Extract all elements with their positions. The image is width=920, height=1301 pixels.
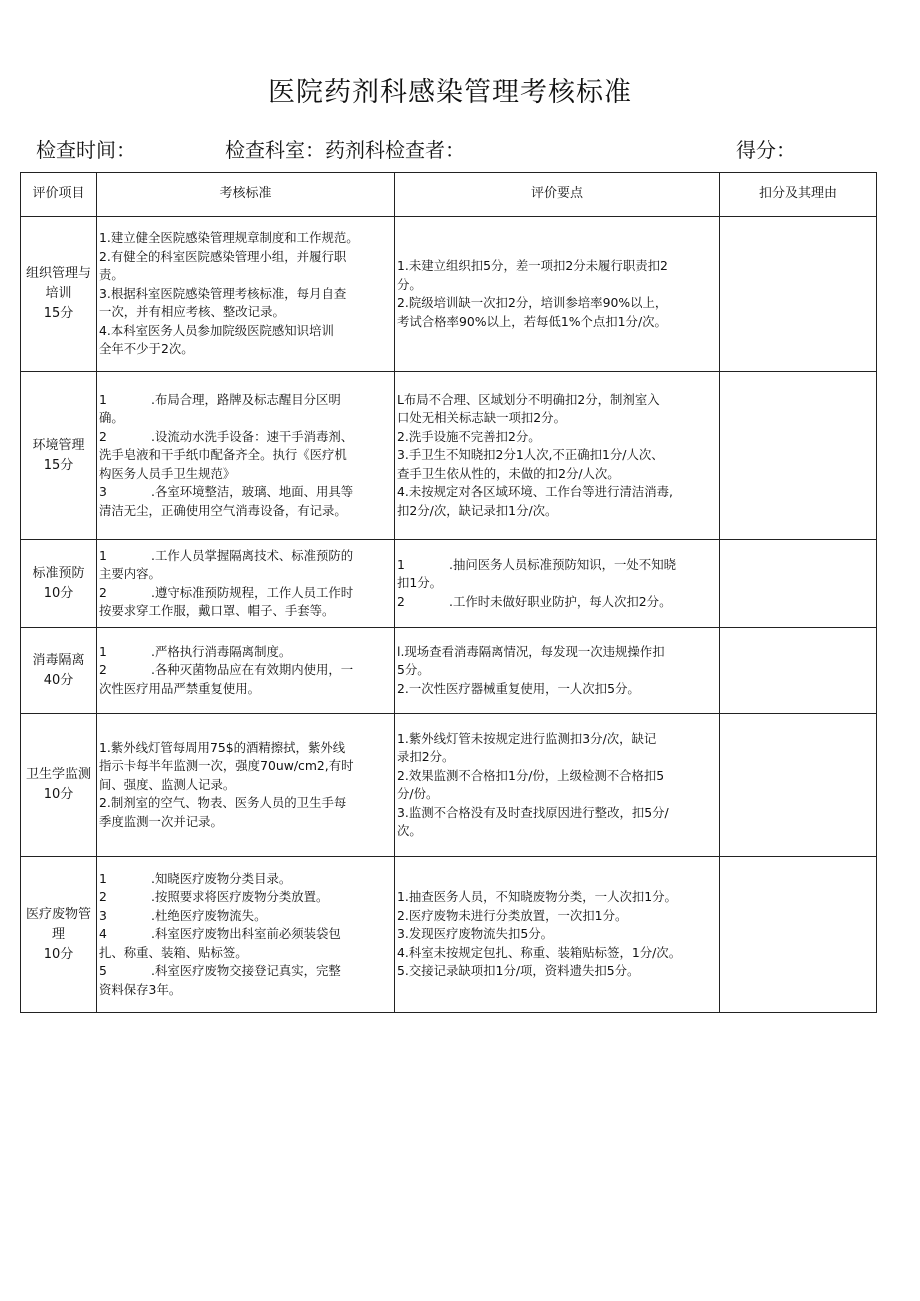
points-cell <box>395 540 720 628</box>
item-text: 1.紫外线灯管每周用75$的酒精擦拭，紫外线 <box>99 739 346 755</box>
points-cell <box>395 217 720 372</box>
standard-line <box>99 944 392 963</box>
item-text: 次。 <box>397 823 422 838</box>
point-line <box>397 804 717 823</box>
inspection-dept-label: 检查科室：药剂科检查者： <box>225 138 465 162</box>
item-text: .各种灭菌物品应在有效期内使用，一 <box>151 662 354 678</box>
item-text: 4.本科室医务人员参加院级医院感知识培训 <box>99 322 334 338</box>
item-text: 查手卫生依从性的，未做的扣2分/人次。 <box>397 465 620 481</box>
category-cell <box>21 857 97 1013</box>
item-text: 指示卡每半年监测一次，强度70uw∕cm2,有时 <box>99 758 354 774</box>
item-text: 2.医疗废物未进行分类放置，一次扣1分。 <box>397 907 628 923</box>
item-number: 2 <box>99 428 107 444</box>
item-text: 2.一次性医疗器械重复使用，一人次扣5分。 <box>397 680 640 696</box>
item-text: .抽问医务人员标准预防知识，一处不知晓 <box>449 556 676 572</box>
standard-line <box>99 907 392 926</box>
item-text: .科室医疗废物出科室前必须装袋包 <box>151 926 341 942</box>
point-line <box>397 313 717 332</box>
standard-line <box>99 925 392 944</box>
table-row <box>21 714 877 857</box>
header-item: 评价项目 <box>21 173 97 217</box>
item-text: 4.未按规定对各区域环境、工作台等进行清洁消毒, <box>397 484 673 500</box>
table-row <box>21 857 877 1013</box>
item-text: .严格执行消毒隔离制度。 <box>151 643 292 659</box>
item-text: 5.交接记录缺项扣1分/项，资料遗失扣5分。 <box>397 963 640 979</box>
standard-line <box>99 391 392 410</box>
item-number: 3 <box>99 484 107 500</box>
item-text: 口处无相关标志缺一项扣2分。 <box>397 410 566 426</box>
point-line <box>397 730 717 749</box>
item-text: 1.抽查医务人员，不知晓废物分类，一人次扣1分。 <box>397 889 677 905</box>
point-line <box>397 888 717 907</box>
item-text: 责。 <box>99 267 124 283</box>
point-line <box>397 925 717 944</box>
category-cell <box>21 217 97 372</box>
item-text: 2.洗手设施不完善扣2分。 <box>397 428 541 444</box>
standard-line <box>99 680 392 699</box>
standard-line <box>99 757 392 776</box>
item-text: 主要内容。 <box>99 566 161 581</box>
standard-line <box>99 888 392 907</box>
item-text: l.现场查看消毒隔离情况，每发现一次违规操作扣 <box>397 643 665 659</box>
category-text: 标准预防 <box>32 565 85 581</box>
points-cell <box>395 857 720 1013</box>
inspection-time-label: 检查时间： <box>36 138 136 162</box>
standard-line <box>99 248 392 267</box>
point-line <box>397 556 717 575</box>
standard-line <box>99 981 392 1000</box>
item-text: 3.监测不合格没有及时查找原因进行整改，扣5分/ <box>397 804 669 820</box>
table-header-row <box>21 173 877 217</box>
item-text: 间、强度、监测人记录。 <box>99 776 236 792</box>
category-cell <box>21 372 97 540</box>
item-text: L布局不合理、区域划分不明确扣2分，制剂室入 <box>397 391 660 407</box>
item-text: 3.手卫生不知晓扣2分1人次,不正确扣1分/人次、 <box>397 447 664 463</box>
point-line <box>397 276 717 295</box>
item-text: 扣2分/次，缺记录扣1分/次。 <box>397 502 558 518</box>
standard-line <box>99 661 392 680</box>
point-line <box>397 907 717 926</box>
item-text: 确。 <box>99 410 124 426</box>
item-text: 构医务人员手卫生规范》 <box>99 465 236 481</box>
item-number: 5 <box>99 963 107 979</box>
item-text: 2.院级培训缺一次扣2分，培训参培率90%以上， <box>397 295 668 310</box>
points-cell <box>395 714 720 857</box>
standard-line <box>99 565 392 584</box>
item-text: 季度监测一次并记录。 <box>99 813 223 829</box>
item-text: 按要求穿工作服，戴口罩、帽子、手套等。 <box>99 603 335 618</box>
item-text: .工作人员掌握隔离技术、标准预防的 <box>151 547 354 563</box>
point-line <box>397 944 717 963</box>
category-text: 15分 <box>43 457 74 473</box>
standard-line <box>99 584 392 603</box>
item-text: 考试合格率90%以上，若每低1%个点扣1分/次。 <box>397 313 667 329</box>
points-cell <box>395 628 720 714</box>
standard-line <box>99 643 392 662</box>
item-text: 一次，并有相应考核、整改记录。 <box>99 304 285 320</box>
point-line <box>397 428 717 447</box>
item-text: 2.效果监测不合格扣1分/份，上级检测不合格扣5 <box>397 767 665 783</box>
item-text: 4.科室未按规定包扎、称重、装箱贴标签，1分/次。 <box>397 944 682 960</box>
category-text: 15分 <box>43 306 74 321</box>
category-text: 环境管理 <box>32 437 85 453</box>
item-number: 4 <box>99 926 107 942</box>
item-text: 扎、称重、装箱、贴标签。 <box>99 944 248 960</box>
point-line <box>397 748 717 767</box>
point-line <box>397 465 717 484</box>
standard-line <box>99 870 392 889</box>
standard-line <box>99 428 392 447</box>
point-line <box>397 767 717 786</box>
standard-line <box>99 409 392 428</box>
standard-line <box>99 465 392 484</box>
header-standard: 考核标准 <box>97 173 395 217</box>
table-body <box>21 217 877 1013</box>
item-text: 1.未建立组织扣5分，差一项扣2分未履行职责扣2 <box>397 258 668 273</box>
standard-line <box>99 446 392 465</box>
category-text: 培训 <box>45 286 72 301</box>
point-line <box>397 962 717 981</box>
point-line <box>397 502 717 521</box>
standard-cell <box>97 628 395 714</box>
item-text: 1.建立健全医院感染管理规章制度和工作规范。 <box>99 230 359 246</box>
category-text: 40分 <box>43 672 74 688</box>
standard-line <box>99 266 392 285</box>
category-cell <box>21 714 97 857</box>
item-text: 分。 <box>397 276 422 292</box>
point-line <box>397 483 717 502</box>
score-label: 得分： <box>736 138 796 162</box>
item-number: 1 <box>397 556 405 572</box>
deduction-cell[interactable] <box>720 857 877 1013</box>
point-line <box>397 409 717 428</box>
standard-line <box>99 229 392 248</box>
standard-line <box>99 547 392 566</box>
category-cell <box>21 540 97 628</box>
standard-cell <box>97 714 395 857</box>
table-row <box>21 540 877 628</box>
standard-cell <box>97 217 395 372</box>
point-line <box>397 785 717 804</box>
point-line <box>397 446 717 465</box>
item-text: .工作时未做好职业防护，每人次扣2分。 <box>449 593 672 609</box>
item-text: 1.紫外线灯管未按规定进行监测扣3分/次，缺记 <box>397 730 657 746</box>
table-row <box>21 217 877 372</box>
item-number: 1 <box>99 870 107 886</box>
item-text: 3.发现医疗废物流失扣5分。 <box>397 926 554 942</box>
item-number: 2 <box>99 889 107 905</box>
point-line <box>397 391 717 410</box>
item-text: .按照要求将医疗废物分类放置。 <box>151 889 329 905</box>
standard-cell <box>97 857 395 1013</box>
item-text: 次性医疗用品严禁重复使用。 <box>99 680 261 696</box>
page-title: 医院药剂科感染管理考核标准 <box>268 77 632 108</box>
category-text: 理 <box>51 926 65 942</box>
category-text: 10分 <box>43 585 74 601</box>
item-text: .知晓医疗废物分类目录。 <box>151 870 292 886</box>
point-line <box>397 661 717 680</box>
deduction-cell[interactable] <box>720 540 877 628</box>
assessment-table <box>20 172 877 1013</box>
table-row <box>21 628 877 714</box>
item-text: 5分。 <box>397 662 430 678</box>
item-text: .布局合理，路牌及标志醒目分区明 <box>151 391 341 407</box>
item-text: .各室环境整洁，玻璃、地面、用具等 <box>151 484 354 500</box>
category-text: 医疗废物管 <box>25 906 91 922</box>
item-number: 2 <box>99 662 107 678</box>
deduction-cell[interactable] <box>720 372 877 540</box>
point-line <box>397 643 717 662</box>
item-text: 扣1分。 <box>397 575 443 591</box>
standard-cell <box>97 372 395 540</box>
header-deduction: 扣分及其理由 <box>720 173 877 217</box>
item-number: 3 <box>99 907 107 923</box>
standard-cell <box>97 540 395 628</box>
item-text: 录扣2分。 <box>397 749 455 764</box>
standard-line <box>99 602 392 621</box>
standard-line <box>99 776 392 795</box>
point-line <box>397 680 717 699</box>
standard-line <box>99 285 392 304</box>
item-text: .遵守标准预防规程，工作人员工作时 <box>151 584 354 600</box>
category-cell <box>21 628 97 714</box>
item-number: 2 <box>99 584 107 600</box>
item-text: 分/份。 <box>397 786 439 801</box>
points-cell <box>395 372 720 540</box>
point-line <box>397 257 717 276</box>
item-text: .科室医疗废物交接登记真实，完整 <box>151 963 341 979</box>
standard-line <box>99 739 392 758</box>
deduction-cell[interactable] <box>720 714 877 857</box>
item-number: 1 <box>99 391 107 407</box>
standard-line <box>99 303 392 322</box>
point-line <box>397 822 717 841</box>
point-line <box>397 294 717 313</box>
point-line <box>397 574 717 593</box>
item-text: 洗手皂液和干手纸巾配备齐全。执行《医疗机 <box>99 447 347 463</box>
item-text: 资料保存3年。 <box>99 981 182 997</box>
standard-line <box>99 340 392 359</box>
standard-line <box>99 483 392 502</box>
category-text: 组织管理与 <box>25 266 91 281</box>
standard-line <box>99 813 392 832</box>
item-text: 全年不少于2次。 <box>99 341 194 357</box>
item-text: .设流动水洗手设备：速干手消毒剂、 <box>151 428 354 444</box>
category-text: 10分 <box>43 787 74 802</box>
item-number: 2 <box>397 593 405 609</box>
point-line <box>397 593 717 612</box>
standard-line <box>99 322 392 341</box>
category-text: 卫生学监测 <box>25 767 91 782</box>
item-text: 清洁无尘，正确使用空气消毒设备，有记录。 <box>99 502 347 518</box>
item-number: 1 <box>99 547 107 563</box>
table-row <box>21 372 877 540</box>
item-number: 1 <box>99 643 107 659</box>
deduction-cell[interactable] <box>720 217 877 372</box>
item-text: 3.根据科室医院感染管理考核标准，每月自查 <box>99 285 347 301</box>
standard-line <box>99 502 392 521</box>
header-points: 评价要点 <box>395 173 720 217</box>
category-text: 消毒隔离 <box>32 652 85 668</box>
standard-line <box>99 962 392 981</box>
category-text: 10分 <box>43 946 74 962</box>
deduction-cell[interactable] <box>720 628 877 714</box>
standard-line <box>99 794 392 813</box>
item-text: 2.制剂室的空气、物表、医务人员的卫生手每 <box>99 795 347 811</box>
item-text: 2.有健全的科室医院感染管理小组，并履行职 <box>99 248 347 264</box>
item-text: .杜绝医疗废物流失。 <box>151 907 267 923</box>
